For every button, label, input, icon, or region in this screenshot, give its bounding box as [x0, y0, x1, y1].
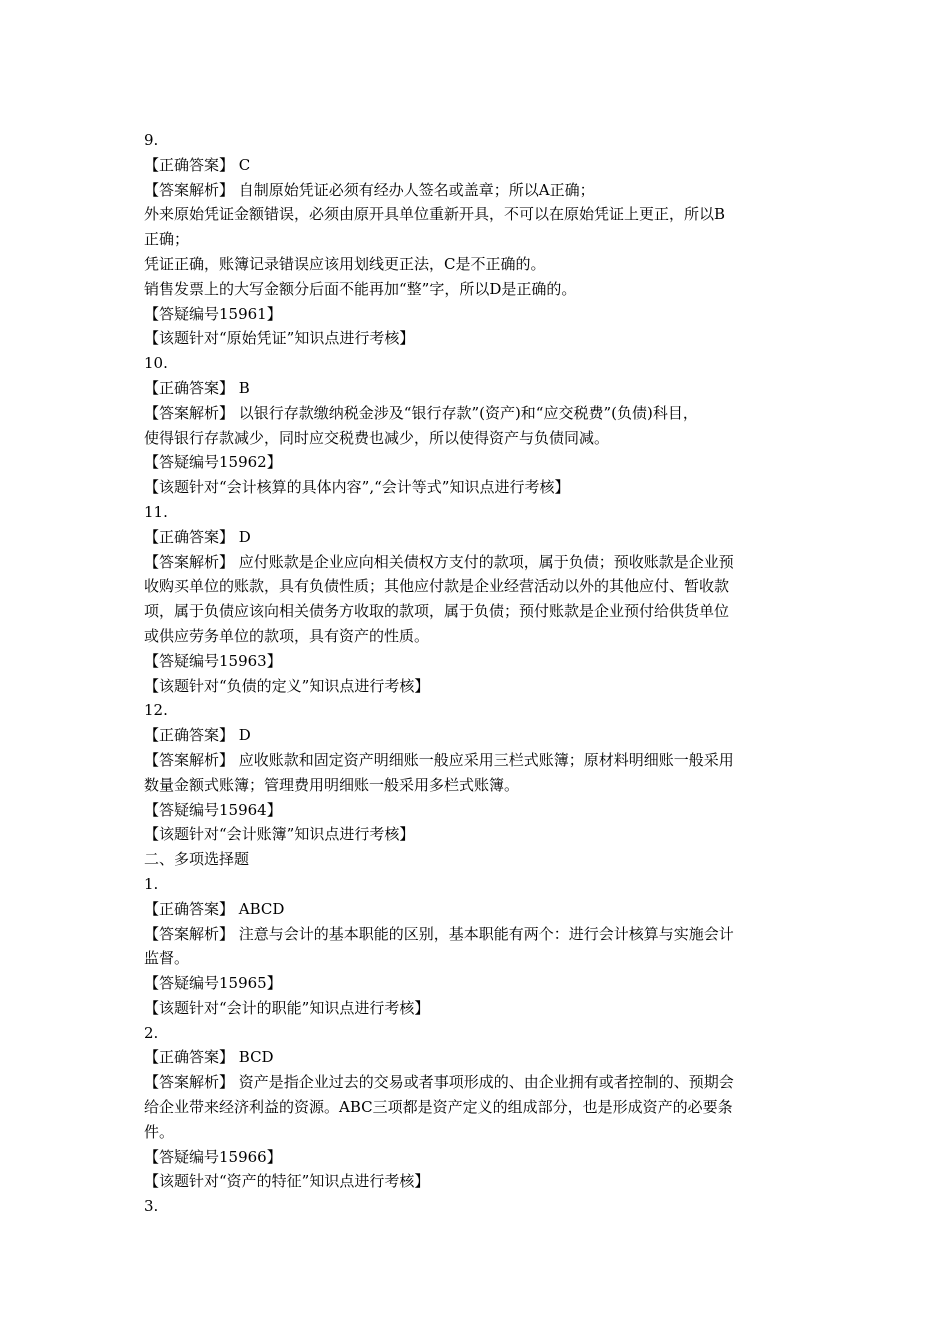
correct-answer-10: 【正确答案】 B	[144, 378, 250, 397]
topic-10: 【该题针对“会计核算的具体内容”,“会计等式”知识点进行考核】	[144, 478, 570, 497]
topic-m1: 【该题针对“会计的职能”知识点进行考核】	[144, 998, 430, 1017]
correct-answer-12: 【正确答案】 D	[144, 726, 251, 745]
question-number-10: 10.	[144, 354, 168, 373]
correct-answer-11: 【正确答案】 D	[144, 527, 251, 546]
analysis-11-line-4: 或供应劳务单位的款项，具有资产的性质。	[144, 626, 430, 645]
correct-answer-m2: 【正确答案】 BCD	[144, 1048, 274, 1067]
analysis-m2-line-2: 给企业带来经济利益的资源。ABC三项都是资产定义的组成部分，也是形成资产的必要条	[144, 1098, 733, 1117]
analysis-10-line-1: 【答案解析】 以银行存款缴纳税金涉及“银行存款”(资产)和“应交税费”(负债)科目，	[144, 403, 698, 422]
topic-m2: 【该题针对“资产的特征”知识点进行考核】	[144, 1172, 430, 1191]
analysis-m2-line-1: 【答案解析】 资产是指企业过去的交易或者事项形成的、由企业拥有或者控制的、预期会	[144, 1073, 734, 1092]
analysis-9-line-4: 凭证正确，账簿记录错误应该用划线更正法，C是不正确的。	[144, 254, 546, 273]
correct-answer-m1: 【正确答案】 ABCD	[144, 899, 285, 918]
question-number-m2: 2.	[144, 1023, 159, 1042]
question-number-m3: 3.	[144, 1197, 159, 1216]
analysis-10-line-2: 使得银行存款减少，同时应交税费也减少，所以使得资产与负债同减。	[144, 428, 610, 447]
analysis-m1-line-2: 监督。	[144, 949, 190, 968]
topic-11: 【该题针对“负债的定义”知识点进行考核】	[144, 676, 430, 695]
question-id-m2: 【答疑编号15966】	[144, 1147, 282, 1166]
question-number-11: 11.	[144, 502, 168, 521]
question-id-10: 【答疑编号15962】	[144, 453, 282, 472]
question-id-m1: 【答疑编号15965】	[144, 974, 282, 993]
question-number-9: 9.	[144, 131, 159, 149]
analysis-9-line-3: 正确；	[144, 230, 190, 249]
analysis-m2-line-3: 件。	[144, 1122, 175, 1141]
question-id-9: 【答疑编号15961】	[144, 304, 282, 323]
analysis-11-line-3: 项，属于负债应该向相关债务方收取的款项，属于负债；预付账款是企业预付给供货单位	[144, 602, 730, 621]
answer-document	[144, 128, 808, 1219]
topic-12: 【该题针对“会计账簿”知识点进行考核】	[144, 825, 415, 844]
analysis-11-line-2: 收购买单位的账款，具有负债性质；其他应付款是企业经营活动以外的其他应付、暂收款	[144, 577, 730, 596]
analysis-12-line-1: 【答案解析】 应收账款和固定资产明细账一般应采用三栏式账簿；原材料明细账一般采用	[144, 750, 734, 769]
section-title-multiple-choice: 二、多项选择题	[144, 850, 250, 869]
question-number-12: 12.	[144, 701, 168, 720]
analysis-9-line-2: 外来原始凭证金额错误，必须由原开具单位重新开具，不可以在原始凭证上更正，所以B	[144, 205, 726, 224]
question-id-11: 【答疑编号15963】	[144, 651, 282, 670]
correct-answer-9: 【正确答案】 C	[144, 155, 251, 174]
question-number-m1: 1.	[144, 874, 159, 893]
analysis-9-line-1: 【答案解析】 自制原始凭证必须有经办人签名或盖章；所以A正确；	[144, 180, 595, 199]
topic-9: 【该题针对“原始凭证”知识点进行考核】	[144, 329, 415, 348]
analysis-11-line-1: 【答案解析】 应付账款是企业应向相关债权方支付的款项，属于负债；预收账款是企业预	[144, 552, 734, 571]
analysis-9-line-5: 销售发票上的大写金额分后面不能再加“整”字，所以D是正确的。	[144, 279, 577, 298]
question-id-12: 【答疑编号15964】	[144, 800, 282, 819]
analysis-12-line-2: 数量金额式账簿；管理费用明细账一般采用多栏式账簿。	[144, 775, 520, 794]
analysis-m1-line-1: 【答案解析】 注意与会计的基本职能的区别，基本职能有两个：进行会计核算与实施会计	[144, 924, 734, 943]
